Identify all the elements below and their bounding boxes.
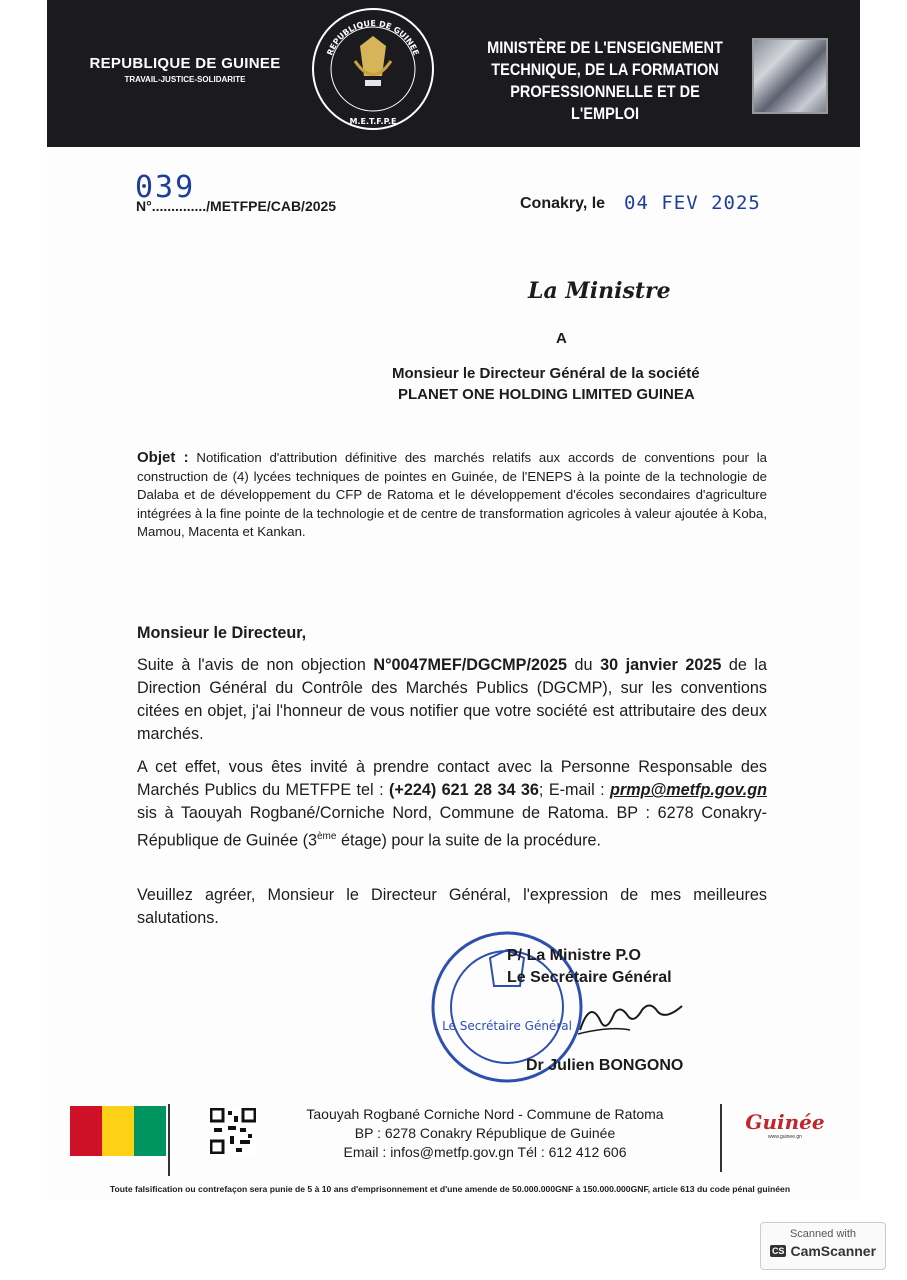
hologram-sticker — [752, 38, 828, 114]
text-run: ; E-mail : — [538, 781, 611, 799]
brand-site: www.guinee.gn — [768, 1134, 802, 1140]
reference-number-stamp: 039 — [135, 170, 196, 205]
signature-line1: P/ La Ministre P.O — [507, 947, 641, 964]
signature-title — [507, 945, 672, 989]
address-line: Taouyah Rogbané Corniche Nord - Commune de Ratoma — [306, 1106, 664, 1122]
reference-line: N°............../METFPE/CAB/2025 — [136, 198, 337, 214]
subject-label: Objet : — [137, 449, 189, 466]
guinea-flag — [70, 1106, 166, 1156]
flag-red-band — [70, 1106, 102, 1156]
date-stamp: 04 FEV 2025 — [624, 192, 761, 214]
date-label: Conakry, le — [520, 195, 606, 212]
qr-code-icon — [210, 1108, 256, 1154]
republic-motto: TRAVAIL-JUSTICE-SOLIDARITE — [124, 75, 246, 84]
email-link[interactable]: prmp@metfp.gov.gn — [610, 781, 767, 799]
republic-block — [80, 55, 290, 84]
legal-warning: Toute falsification ou contrefaçon sera punie de 5 à 10 ans d'emprisonnement et d'une amende de 50.000.000GNF à 150.000.000GNF, article 613 du code pénal guinéen — [109, 1184, 791, 1194]
guinee-brand-logo — [745, 1110, 825, 1140]
signatory-name: Dr Julien BONGONO — [526, 1057, 684, 1074]
phone-number: (+224) 621 28 34 36 — [388, 781, 539, 799]
footer-address — [275, 1105, 695, 1162]
paragraph-2 — [137, 756, 767, 852]
ministry-seal — [310, 6, 436, 132]
recipient-company: PLANET ONE HOLDING LIMITED GUINEA — [398, 386, 695, 403]
seal-top-text: REPUBLIQUE DE GUINEE — [325, 18, 421, 57]
scanned-with-label: Scanned with — [789, 1228, 857, 1240]
address-line: Email : infos@metfp.gov.gn Tél : 612 412 606 — [343, 1144, 627, 1160]
camscanner-icon: CS — [771, 1246, 785, 1256]
camscanner-watermark — [760, 1222, 886, 1270]
paragraph-1 — [137, 654, 767, 746]
text-run: A cet effet, vous êtes invité à prendre contact avec la Personne Responsable des Marchés Publics du METFPE tel : — [137, 758, 767, 799]
text-run: du — [566, 656, 601, 674]
subject-text: Notification d'attribution définitive des marchés relatifs aux accords de conventions pour la construction de (4) lycées techniques de pointes en Guinée, de l'ENEPS à la pointe de la technologie de Dalaba et de développement du CFP de Ratoma et le développement d'écoles secondaires d'agriculture intégrées à la fine pointe de la technologie et de centre de transformation agricoles à valeur ajoutée à Koba, Mamou, Macenta et Kankan. — [137, 450, 767, 539]
recipient-block — [392, 363, 700, 405]
date-bold: 30 janvier 2025 — [600, 656, 722, 674]
text-run: étage) pour la suite de la procédure. — [336, 831, 602, 850]
seal-bottom-text: M.E.T.F.P.E — [349, 117, 397, 126]
text-run: sis à Taouyah Rogbané/Corniche Nord, Commune de Ratoma. BP : 6278 Conakry- République de Guinée (3 — [137, 804, 767, 850]
flag-green-band — [134, 1106, 166, 1156]
flag-yellow-band — [102, 1106, 134, 1156]
stamp-text: Le Secrétaire Général — [442, 1019, 572, 1033]
salutation: Monsieur le Directeur, — [137, 624, 307, 642]
sender-title: La Ministre — [528, 278, 671, 304]
text-run: de la Direction Général du Contrôle des Marchés Publics (DGCMP), sur les conventions citées en objet, j'ai l'honneur de vous notifier que votre société est attributaire des deux marchés. — [137, 656, 768, 743]
address-line: BP : 6278 Conakry République de Guinée — [354, 1125, 616, 1141]
republic-name: REPUBLIQUE DE GUINEE — [89, 55, 281, 72]
ministry-line: PROFESSIONNELLE ET DE L'EMPLOI — [510, 83, 700, 123]
paragraph-3: Veuillez agréer, Monsieur le Directeur Général, l'expression de mes meilleures salutations. — [137, 886, 767, 927]
handwritten-signature — [570, 990, 690, 1040]
reference-bold: N°0047MEF/DGCMP/2025 — [373, 656, 567, 674]
ministry-line: TECHNIQUE, DE LA FORMATION — [491, 61, 719, 79]
text-run: Suite à l'avis de non objection — [137, 656, 374, 674]
recipient-line1: Monsieur le Directeur Général de la société — [392, 365, 700, 382]
subject-block — [137, 449, 767, 542]
divider — [168, 1104, 170, 1176]
ministry-name — [486, 37, 724, 125]
superscript: ème — [317, 831, 337, 842]
brand-name: Guinée — [745, 1110, 825, 1134]
ministry-line: MINISTÈRE DE L'ENSEIGNEMENT — [487, 39, 723, 57]
signature-line2: Le Secrétaire Général — [507, 969, 672, 986]
addressed-to: A — [556, 330, 567, 347]
camscanner-name: CamScanner — [790, 1243, 877, 1259]
divider — [720, 1104, 722, 1172]
camscanner-brand — [761, 1243, 885, 1259]
